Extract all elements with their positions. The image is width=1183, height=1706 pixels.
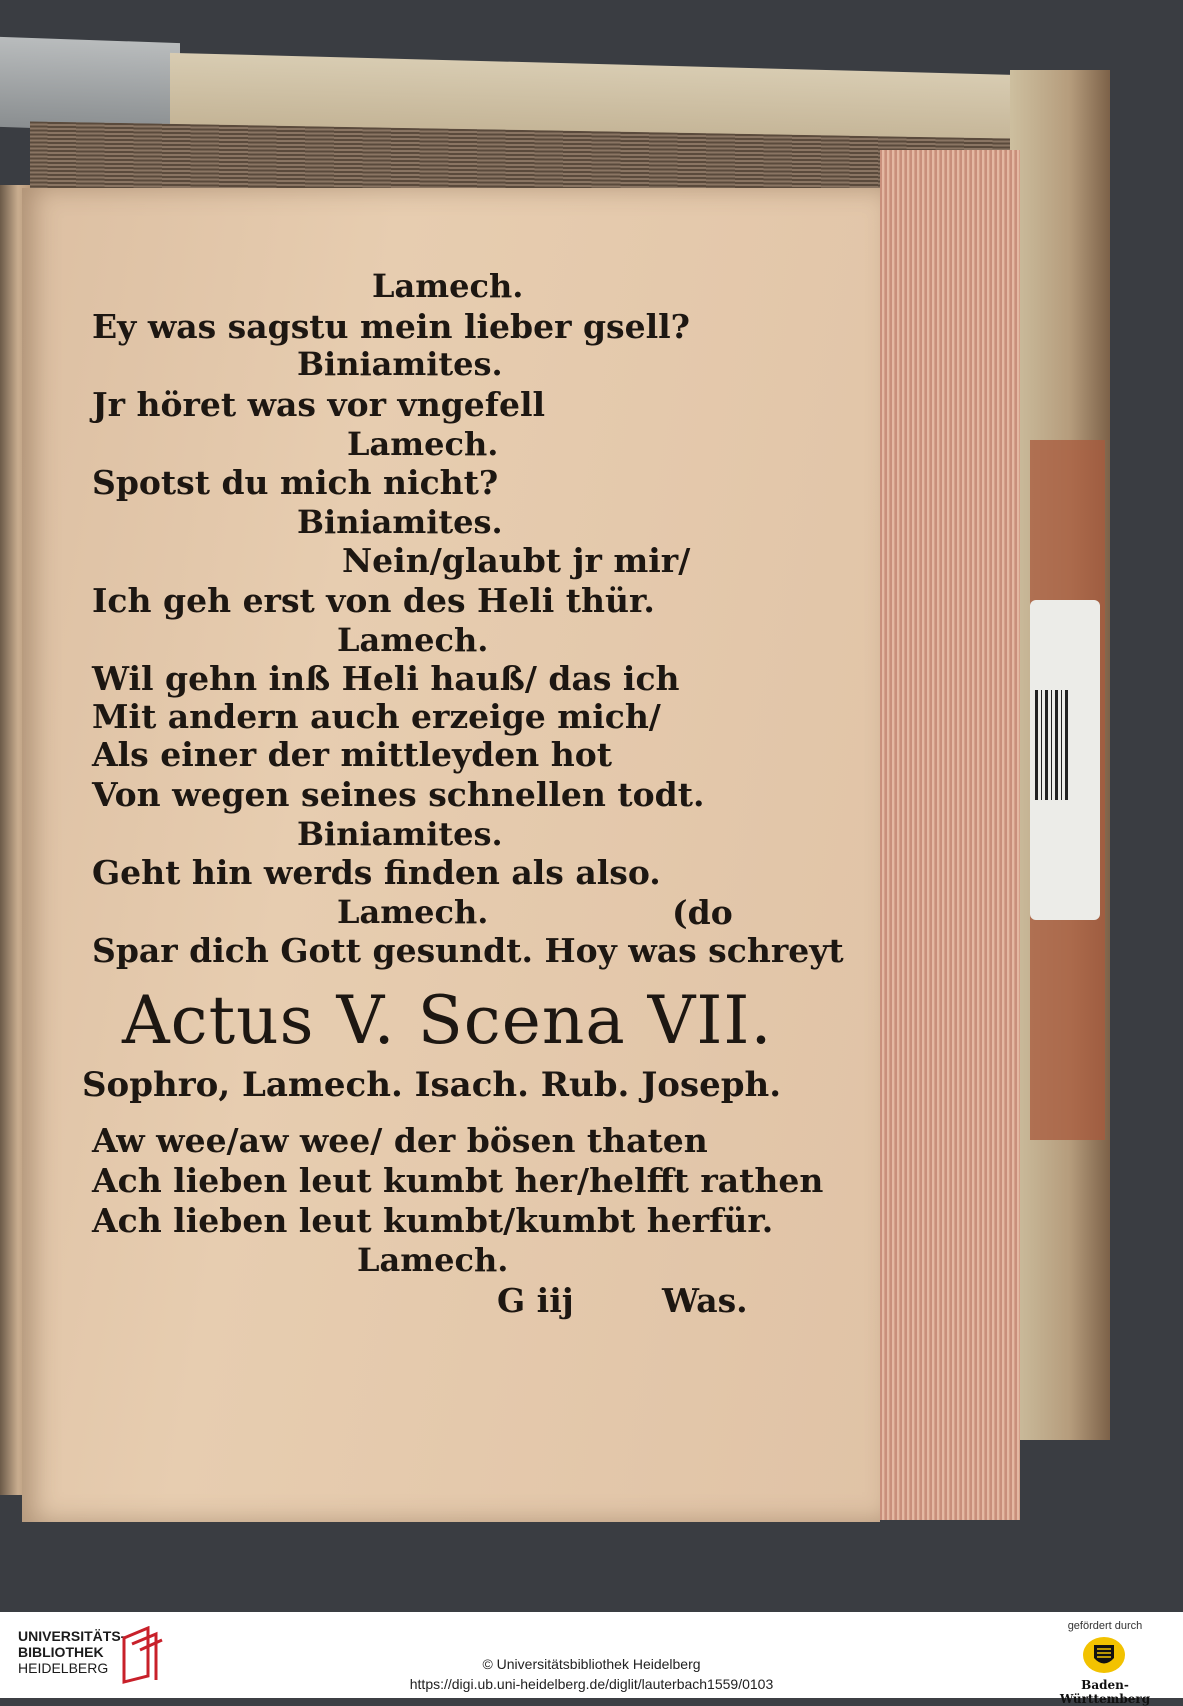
- verse-line: Aw wee/aw wee/ der bösen thaten: [92, 1121, 708, 1160]
- speaker-biniamites: Biniamites.: [297, 815, 503, 853]
- library-name-line: HEIDELBERG: [18, 1660, 109, 1676]
- verse-line: Von wegen seines schnellen todt.: [92, 775, 705, 814]
- verse-line: Ey was sagstu mein lieber gsell?: [92, 307, 691, 346]
- verse-line: (do: [672, 893, 733, 932]
- verse-line: Spar dich Gott gesundt. Hoy was schreyt: [92, 931, 844, 970]
- funder-label: gefördert durch: [1067, 1620, 1143, 1632]
- speaker-lamech: Lamech.: [337, 893, 489, 931]
- page-block-fore-edge: [880, 150, 1020, 1520]
- permalink-url[interactable]: https://digi.ub.uni-heidelberg.de/diglit/lauterbach1559/0103: [409, 1676, 774, 1692]
- speaker-biniamites: Biniamites.: [297, 345, 503, 383]
- act-scene-heading: Actus V. Scena VII.: [122, 982, 773, 1059]
- verse-line: Nein/glaubt jr mir/: [342, 541, 691, 580]
- book-cover-corner: [0, 37, 180, 133]
- library-name-line: UNIVERSITÄTS-: [18, 1628, 126, 1644]
- cast-list: Sophro, Lamech. Isach. Rub. Joseph.: [82, 1065, 782, 1105]
- verse-line: Jr höret was vor vngefell: [92, 385, 546, 424]
- catchword: Was.: [662, 1281, 748, 1320]
- book-page: [22, 188, 880, 1522]
- verse-line: Geht hin werds finden als also.: [92, 853, 661, 892]
- speaker-lamech: Lamech.: [347, 425, 499, 463]
- library-name-line: BIBLIOTHEK: [18, 1644, 104, 1660]
- verse-line: Ach lieben leut kumbt her/helfft rathen: [92, 1161, 824, 1200]
- verse-line: Ach lieben leut kumbt/kumbt herfür.: [92, 1201, 774, 1240]
- speaker-lamech: Lamech.: [337, 621, 489, 659]
- speaker-lamech: Lamech.: [372, 267, 524, 305]
- barcode-icon: [1035, 690, 1071, 800]
- speaker-biniamites: Biniamites.: [297, 503, 503, 541]
- verse-line: Mit andern auch erzeige mich/: [92, 697, 661, 736]
- verse-line: Ich geh erst von des Heli thür.: [92, 581, 655, 620]
- funder-name: Baden-Württemberg: [1059, 1678, 1151, 1706]
- verse-line: Als einer der mittleyden hot: [92, 735, 612, 774]
- speaker-lamech: Lamech.: [357, 1241, 509, 1279]
- signature-mark: G iij: [497, 1281, 574, 1320]
- state-crest-icon: [1082, 1636, 1126, 1674]
- verse-line: Wil gehn inß Heli hauß/ das ich: [92, 659, 680, 698]
- copyright-text: © Universitätsbibliothek Heidelberg: [482, 1656, 701, 1672]
- verse-line: Spotst du mich nicht?: [92, 463, 499, 502]
